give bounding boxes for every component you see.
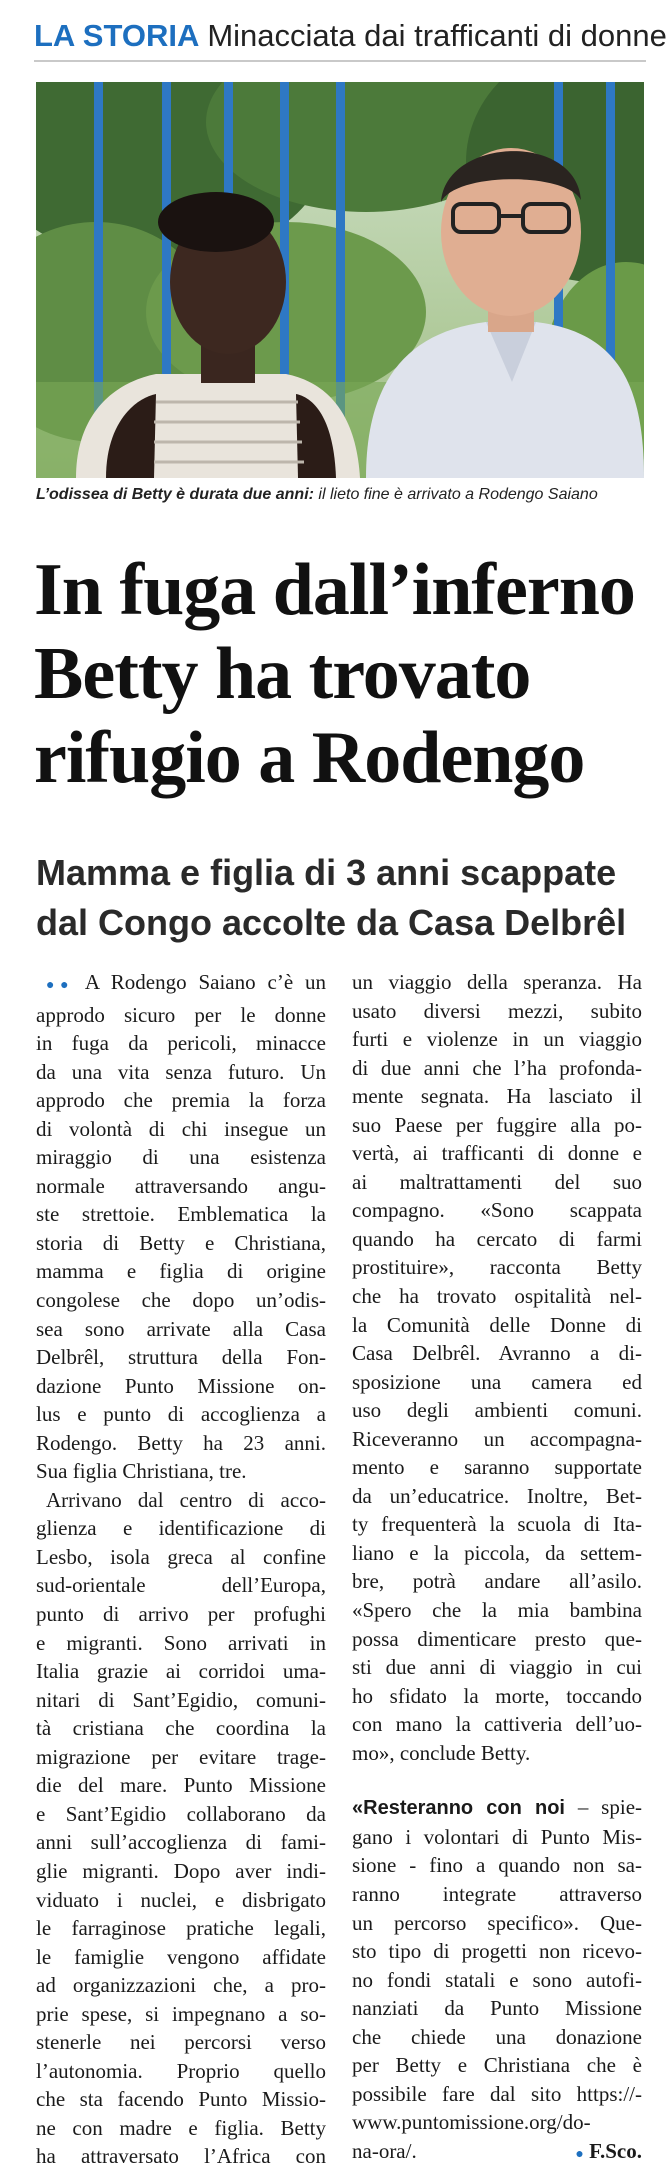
article-line: Arrivano dal centro di acco- <box>46 1487 326 1512</box>
article-line: bre, potrà andare all’asilo. <box>352 1569 642 1594</box>
article-line: mento e saranno supportate <box>352 1455 642 1480</box>
article-line: ad organizzazioni che, a pro- <box>36 1973 326 1998</box>
article-line: migrazione per evitare trage- <box>36 1744 326 1769</box>
article-line: «Spero che la mia bambina <box>352 1598 642 1623</box>
subheadline-line: dal Congo accolte da Casa Delbrêl <box>36 902 627 943</box>
headline-line: Betty ha trovato <box>34 633 531 715</box>
article-line: sea sono arrivate alla Casa <box>36 1316 326 1341</box>
article-photo <box>36 82 644 478</box>
headline <box>34 548 654 800</box>
headline-line: rifugio a Rodengo <box>34 717 585 799</box>
article-line: e Sant’Egidio collaborano da <box>36 1801 326 1826</box>
article-line: tà cristiana che coordina la <box>36 1716 326 1741</box>
article-line: www.puntomissione.org/do- <box>352 2110 591 2135</box>
article-line: da una vita senza futuro. Un <box>36 1059 326 1084</box>
article-line: nanziati da Punto Missione <box>352 1996 642 2021</box>
caption-rest: il lieto fine è arrivato a Rodengo Saiano <box>313 486 598 503</box>
signature <box>575 2137 642 2170</box>
article-line: che chiede una donazione <box>352 2024 642 2049</box>
article-line: Rodengo. Betty ha 23 anni. <box>36 1430 326 1455</box>
article-line: quando ha cercato di farmi <box>352 1226 642 1251</box>
article-line: mamma e figlia di origine <box>36 1259 326 1284</box>
article-line: suo Paese per fuggire alla po- <box>352 1112 642 1137</box>
article-line: un percorso specifico». Que- <box>352 1910 642 1935</box>
signature-dot-icon: ● <box>575 2146 584 2162</box>
article-line: di due anni che l’ha profonda- <box>352 1055 642 1080</box>
article-line: ste strettoie. Emblematica la <box>36 1202 326 1227</box>
photo-illustration <box>36 82 644 478</box>
kicker-text: Minacciata dai trafficanti di donne <box>207 18 667 53</box>
article-line: che ha trovato ospitalità nel- <box>352 1284 642 1309</box>
article-line: le farraginose pratiche legali, <box>36 1916 326 1941</box>
article-line: lus e punto di accoglienza a <box>36 1402 326 1427</box>
section-lead: «Resteranno con noi <box>352 1797 565 1820</box>
article-line: sud-orientale dell’Europa, <box>36 1573 326 1598</box>
article-line: prostituire», racconta Betty <box>352 1255 642 1280</box>
article-line: approdo che premia la forza <box>36 1088 326 1113</box>
article-line: l’autonomia. Proprio quello <box>36 2058 326 2083</box>
article-line: storia di Betty e Christiana, <box>36 1230 326 1255</box>
article-line: Delbrêl, struttura della Fon- <box>36 1345 326 1370</box>
article-line: le famiglie vengono affidate <box>36 1944 326 1969</box>
article-line: usato diversi mezzi, subito <box>352 998 642 1023</box>
article-column-left <box>36 968 326 2171</box>
caption-lead: L’odissea di Betty è durata due anni: <box>36 486 314 503</box>
article-line: miraggio di una esistenza <box>36 1145 326 1170</box>
article-line: che sta facendo Punto Missio- <box>36 2087 326 2112</box>
article-line: glie migranti. Dopo aver indi- <box>36 1858 326 1883</box>
kicker-tag: LA STORIA <box>34 18 200 53</box>
article-line: glienza e identificazione di <box>36 1516 326 1541</box>
article-line: furti e violenze in un viaggio <box>352 1027 642 1052</box>
article-last-line <box>352 2137 642 2170</box>
article-line: prie spese, si impegnano a so- <box>36 2001 326 2026</box>
article-line: sto tipo di progetti non ricevo- <box>352 1939 642 1964</box>
article-line: Lesbo, isola greca al confine <box>36 1544 326 1569</box>
article-line: viduato i nuclei, e disbrigato <box>36 1887 326 1912</box>
article-line: per Betty e Christiana che è <box>352 2053 642 2078</box>
article-line: die del mare. Punto Missione <box>36 1773 326 1798</box>
article-line: possibile fare dal sito https://- <box>352 2081 642 2106</box>
article-line: no fondi statali e sono autofi- <box>352 1967 642 1992</box>
article-line: dazione Punto Missione on- <box>36 1373 326 1398</box>
article-line: ha attraversato l’Africa con <box>36 2144 326 2169</box>
article-line: sione - fino a quando non sa- <box>352 1853 642 1878</box>
article-line: la Comunità delle Donne di <box>352 1312 642 1337</box>
article-line: gano i volontari di Punto Mis- <box>352 1824 642 1849</box>
article-line: vertà, ai trafficanti di donne e <box>352 1141 642 1166</box>
article-line: «Resteranno con noi – spie- <box>352 1795 643 1820</box>
headline-line: In fuga dall’inferno <box>34 549 635 631</box>
author-signature: F.Sco. <box>589 2138 642 2163</box>
article-line: ne con madre e figlia. Betty <box>36 2115 326 2140</box>
article-line: un viaggio della speranza. Ha <box>352 970 642 994</box>
article-line: di volontà di chi insegue un <box>36 1116 326 1141</box>
subheadline-line: Mamma e figlia di 3 anni scappate <box>36 852 617 893</box>
article-line: punto di arrivo per profughi <box>36 1602 326 1627</box>
article-line: con mano la cattiveria dell’uo- <box>352 1712 642 1737</box>
article-line: liano e la piccola, da settem- <box>352 1540 642 1565</box>
article-line: da un’educatrice. Inoltre, Bet- <box>352 1483 642 1508</box>
paragraph-gap <box>352 1767 642 1793</box>
article-line: normale attraversando angu- <box>36 1173 326 1198</box>
article-line: mo», conclude Betty. <box>352 1740 531 1765</box>
subheadline <box>36 848 656 948</box>
article-line: congolese che dopo un’odis- <box>36 1288 326 1313</box>
article-line: Riceveranno un accompagna- <box>352 1426 642 1451</box>
article-line: mente segnata. Ha lasciato il <box>352 1084 642 1109</box>
article-column-right <box>352 968 642 2169</box>
article-line: ty frequenterà la scuola di Ita- <box>352 1512 642 1537</box>
article-line: ranno integrate attraverso <box>352 1881 642 1906</box>
article-line: e migranti. Sono arrivati in <box>36 1630 326 1655</box>
article-line: Sua figlia Christiana, tre. <box>36 1459 247 1484</box>
article-line: compagno. «Sono scappata <box>352 1198 642 1223</box>
article-line: uso degli ambienti comuni. <box>352 1398 642 1423</box>
article-line: ●● A Rodengo Saiano c’è un <box>46 970 327 994</box>
article-line: Casa Delbrêl. Avranno a di- <box>352 1341 642 1366</box>
article-line: stenerle nei percorsi verso <box>36 2030 326 2055</box>
article-line: approdo sicuro per le donne <box>36 1002 326 1027</box>
article-line: nitari di Sant’Egidio, comuni- <box>36 1687 326 1712</box>
article-line: ho sfidato la morte, toccando <box>352 1683 642 1708</box>
article-line: Italia grazie ai corridoi uma- <box>36 1659 326 1684</box>
article-line: possa dimenticare presto que- <box>352 1626 642 1651</box>
photo-caption <box>36 486 644 504</box>
article-line: ai maltrattamenti del suo <box>352 1169 642 1194</box>
article-line: sti due anni di viaggio in cui <box>352 1655 642 1680</box>
kicker <box>34 14 667 62</box>
article-line: in fuga da pericoli, minacce <box>36 1031 326 1056</box>
article-line: na-ora/. <box>352 2138 417 2163</box>
article-line: anni sull’accoglienza di fami- <box>36 1830 326 1855</box>
paragraph-bullet: ●● <box>46 978 75 993</box>
article-line: sposizione una camera ed <box>352 1369 642 1394</box>
